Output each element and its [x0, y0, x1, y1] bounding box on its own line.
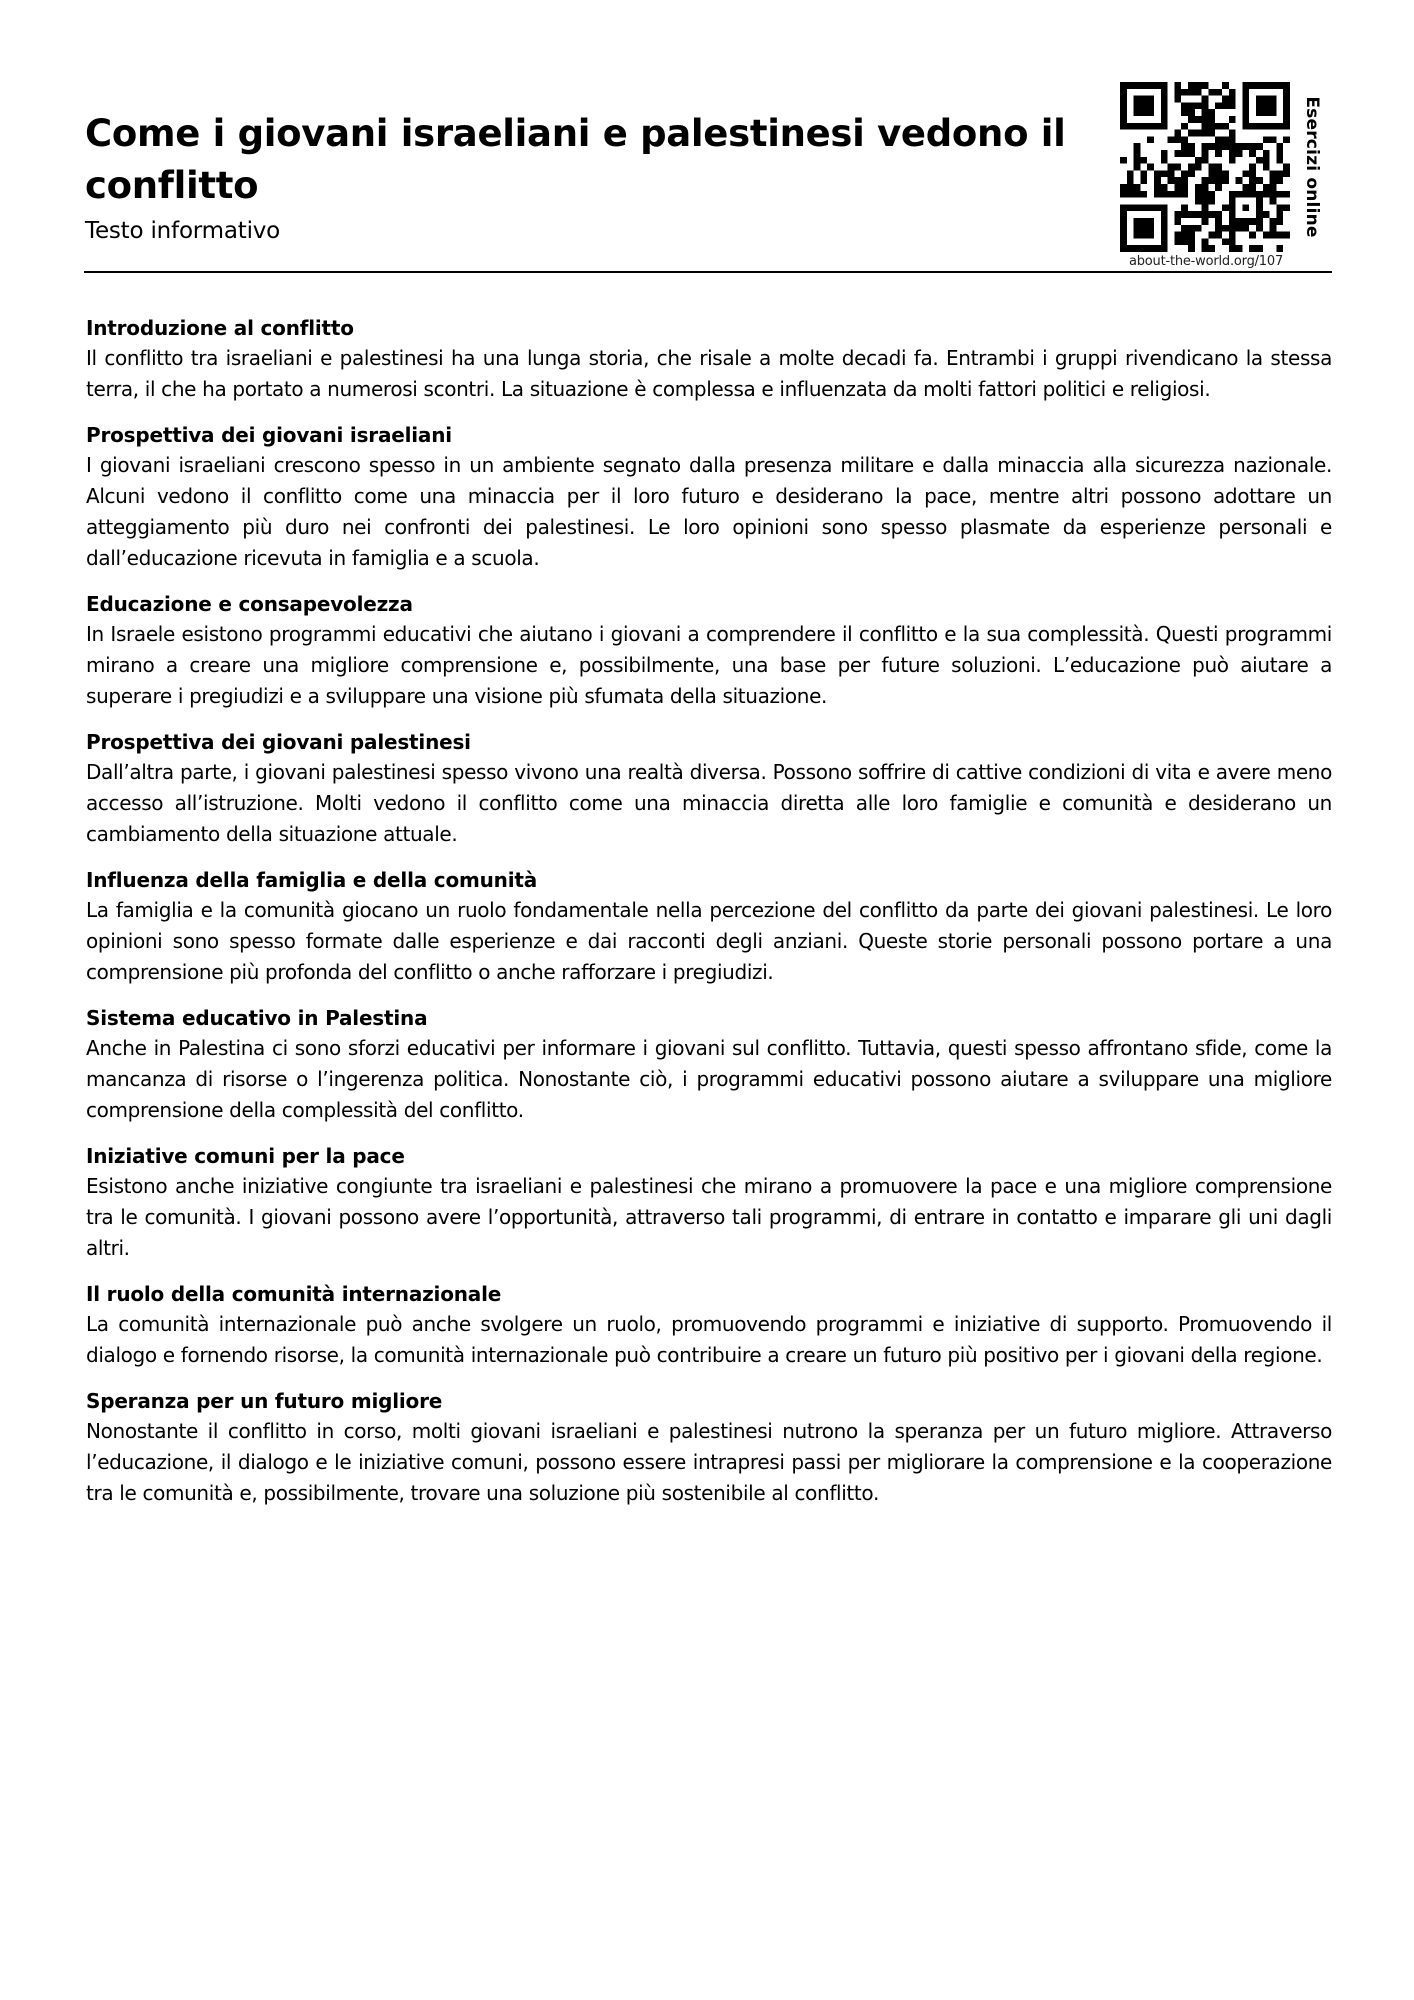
section-paragraph: Dall’altra parte, i giovani palestinesi spesso vivono una realtà diversa. Possono soffrire di cattive condizioni di vita e avere meno accesso all’istruzione. Molti vedono il conflitto come una minaccia diretta alle loro famiglie e comunità e desiderano un cambiamento della situazione attuale. — [86, 760, 1332, 846]
qr-url-label: about-the-world.org/107 — [1128, 254, 1284, 269]
section-paragraph: In Israele esistono programmi educativi che aiutano i giovani a comprendere il conflitto e la sua complessità. Questi programmi mirano a creare una migliore comprensione e, possibilmente, una base per future soluzioni. L’educazione può aiutare a superare i pregiudizi e a sviluppare una visione più sfumata della situazione. — [86, 622, 1332, 708]
section-education-awareness — [86, 589, 1332, 712]
qr-code-icon[interactable] — [1120, 82, 1290, 252]
article-body — [86, 313, 1332, 1524]
page-subtitle: Testo informativo — [85, 218, 281, 244]
section-heading: Speranza per un futuro migliore — [86, 1389, 443, 1413]
section-israeli-youth — [86, 420, 1332, 574]
section-paragraph: I giovani israeliani crescono spesso in un ambiente segnato dalla presenza militare e dalla minaccia alla sicurezza nazionale. Alcuni vedono il conflitto come una minaccia per il loro futuro e desiderano la pace, mentre altri possono adottare un atteggiamento più duro nei confronti dei palestinesi. Le loro opinioni sono spesso plasmate da esperienze personali e dall’educazione ricevuta in famiglia e a scuola. — [86, 453, 1332, 570]
section-hope-future — [86, 1386, 1332, 1509]
section-heading: Prospettiva dei giovani palestinesi — [86, 730, 471, 754]
section-paragraph: Anche in Palestina ci sono sforzi educativi per informare i giovani sul conflitto. Tuttavia, questi spesso affrontano sfide, come la mancanza di risorse o l’ingerenza politica. Nonostante ciò, i programmi educativi possono aiutare a sviluppare una migliore comprensione della complessità del conflitto. — [86, 1036, 1332, 1122]
online-exercises-text: Esercizi online — [1302, 96, 1322, 238]
section-heading: Sistema educativo in Palestina — [86, 1006, 428, 1030]
section-paragraph: Nonostante il conflitto in corso, molti giovani israeliani e palestinesi nutrono la speranza per un futuro migliore. Attraverso l’educazione, il dialogo e le iniziative comuni, possono essere intrapresi passi per migliorare la comprensione e la cooperazione tra le comunità e, possibilmente, trovare una soluzione più sostenibile al conflitto. — [86, 1419, 1332, 1505]
section-heading: Educazione e consapevolezza — [86, 592, 413, 616]
document-header — [85, 108, 1085, 246]
section-international-community — [86, 1279, 1332, 1371]
section-peace-initiatives — [86, 1141, 1332, 1264]
section-heading: Il ruolo della comunità internazionale — [86, 1282, 502, 1306]
section-family-community — [86, 865, 1332, 988]
section-heading: Introduzione al conflitto — [86, 316, 354, 340]
section-palestine-education — [86, 1003, 1332, 1126]
section-palestinian-youth — [86, 727, 1332, 850]
section-paragraph: La famiglia e la comunità giocano un ruolo fondamentale nella percezione del conflitto da parte dei giovani palestinesi. Le loro opinioni sono spesso formate dalle esperienze e dai racconti degli anziani. Queste storie personali possono portare a una comprensione più profonda del conflitto o anche rafforzare i pregiudizi. — [86, 898, 1332, 984]
section-paragraph: Il conflitto tra israeliani e palestinesi ha una lunga storia, che risale a molte decadi fa. Entrambi i gruppi rivendicano la stessa terra, il che ha portato a numerosi scontri. La situazione è complessa e influenzata da molti fattori politici e religiosi. — [86, 346, 1332, 401]
section-heading: Influenza della famiglia e della comunità — [86, 868, 538, 892]
qr-code-block[interactable] — [1120, 82, 1300, 272]
section-heading: Prospettiva dei giovani israeliani — [86, 423, 452, 447]
page-title: Come i giovani israeliani e palestinesi vedono il conflitto — [85, 112, 1066, 207]
section-introduction — [86, 313, 1332, 405]
section-heading: Iniziative comuni per la pace — [86, 1144, 405, 1168]
online-exercises-label — [1298, 82, 1326, 252]
header-divider — [84, 271, 1332, 273]
section-paragraph: Esistono anche iniziative congiunte tra israeliani e palestinesi che mirano a promuovere la pace e una migliore comprensione tra le comunità. I giovani possono avere l’opportunità, attraverso tali programmi, di entrare in contatto e imparare gli uni dagli altri. — [86, 1174, 1332, 1260]
section-paragraph: La comunità internazionale può anche svolgere un ruolo, promuovendo programmi e iniziative di supporto. Promuovendo il dialogo e fornendo risorse, la comunità internazionale può contribuire a creare un futuro più positivo per i giovani della regione. — [86, 1312, 1332, 1367]
